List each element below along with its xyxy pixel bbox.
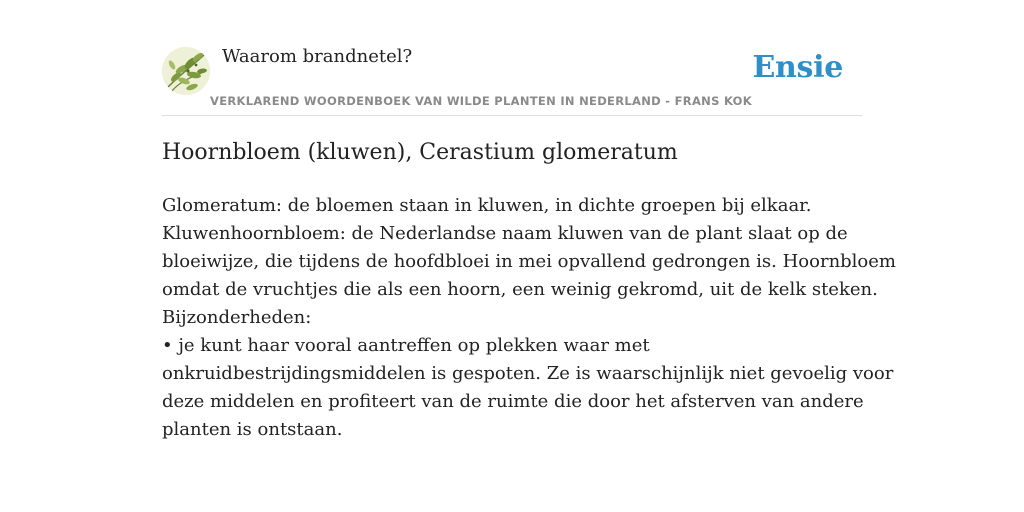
source-subtitle[interactable]: VERKLAREND WOORDENBOEK VAN WILDE PLANTEN IN NEDERLAND - FRANS KOK [210,94,752,108]
body-line: Bijzonderheden: [162,307,312,328]
body-line: onkruidbestrijdingsmiddelen is gespoten. Ze is waarschijnlijk niet gevoelig voor [162,363,894,384]
brand-logo[interactable]: Ensie [752,50,843,85]
entry-body [162,192,896,444]
body-line: bloeiwijze, die tijdens de hoofdbloei in mei opvallend gedrongen is. Hoornbloem [162,251,896,272]
body-line: Kluwenhoornbloem: de Nederlandse naam kluwen van de plant slaat op de [162,223,848,244]
leaf-illustration-icon[interactable] [162,47,210,95]
entry-title: Hoornbloem (kluwen), Cerastium glomeratum [162,140,678,165]
source-header [162,44,862,116]
body-line: Glomeratum: de bloemen staan in kluwen, in dichte groepen bij elkaar. [162,195,812,216]
body-line: planten is ontstaan. [162,419,343,440]
source-title-link[interactable]: Waarom brandnetel? [222,46,413,67]
body-line: • je kunt haar vooral aantreffen op plekken waar met [162,335,650,356]
body-line: omdat de vruchtjes die als een hoorn, een weinig gekromd, uit de kelk steken. [162,279,878,300]
body-line: deze middelen en profiteert van de ruimte die door het afsterven van andere [162,391,864,412]
